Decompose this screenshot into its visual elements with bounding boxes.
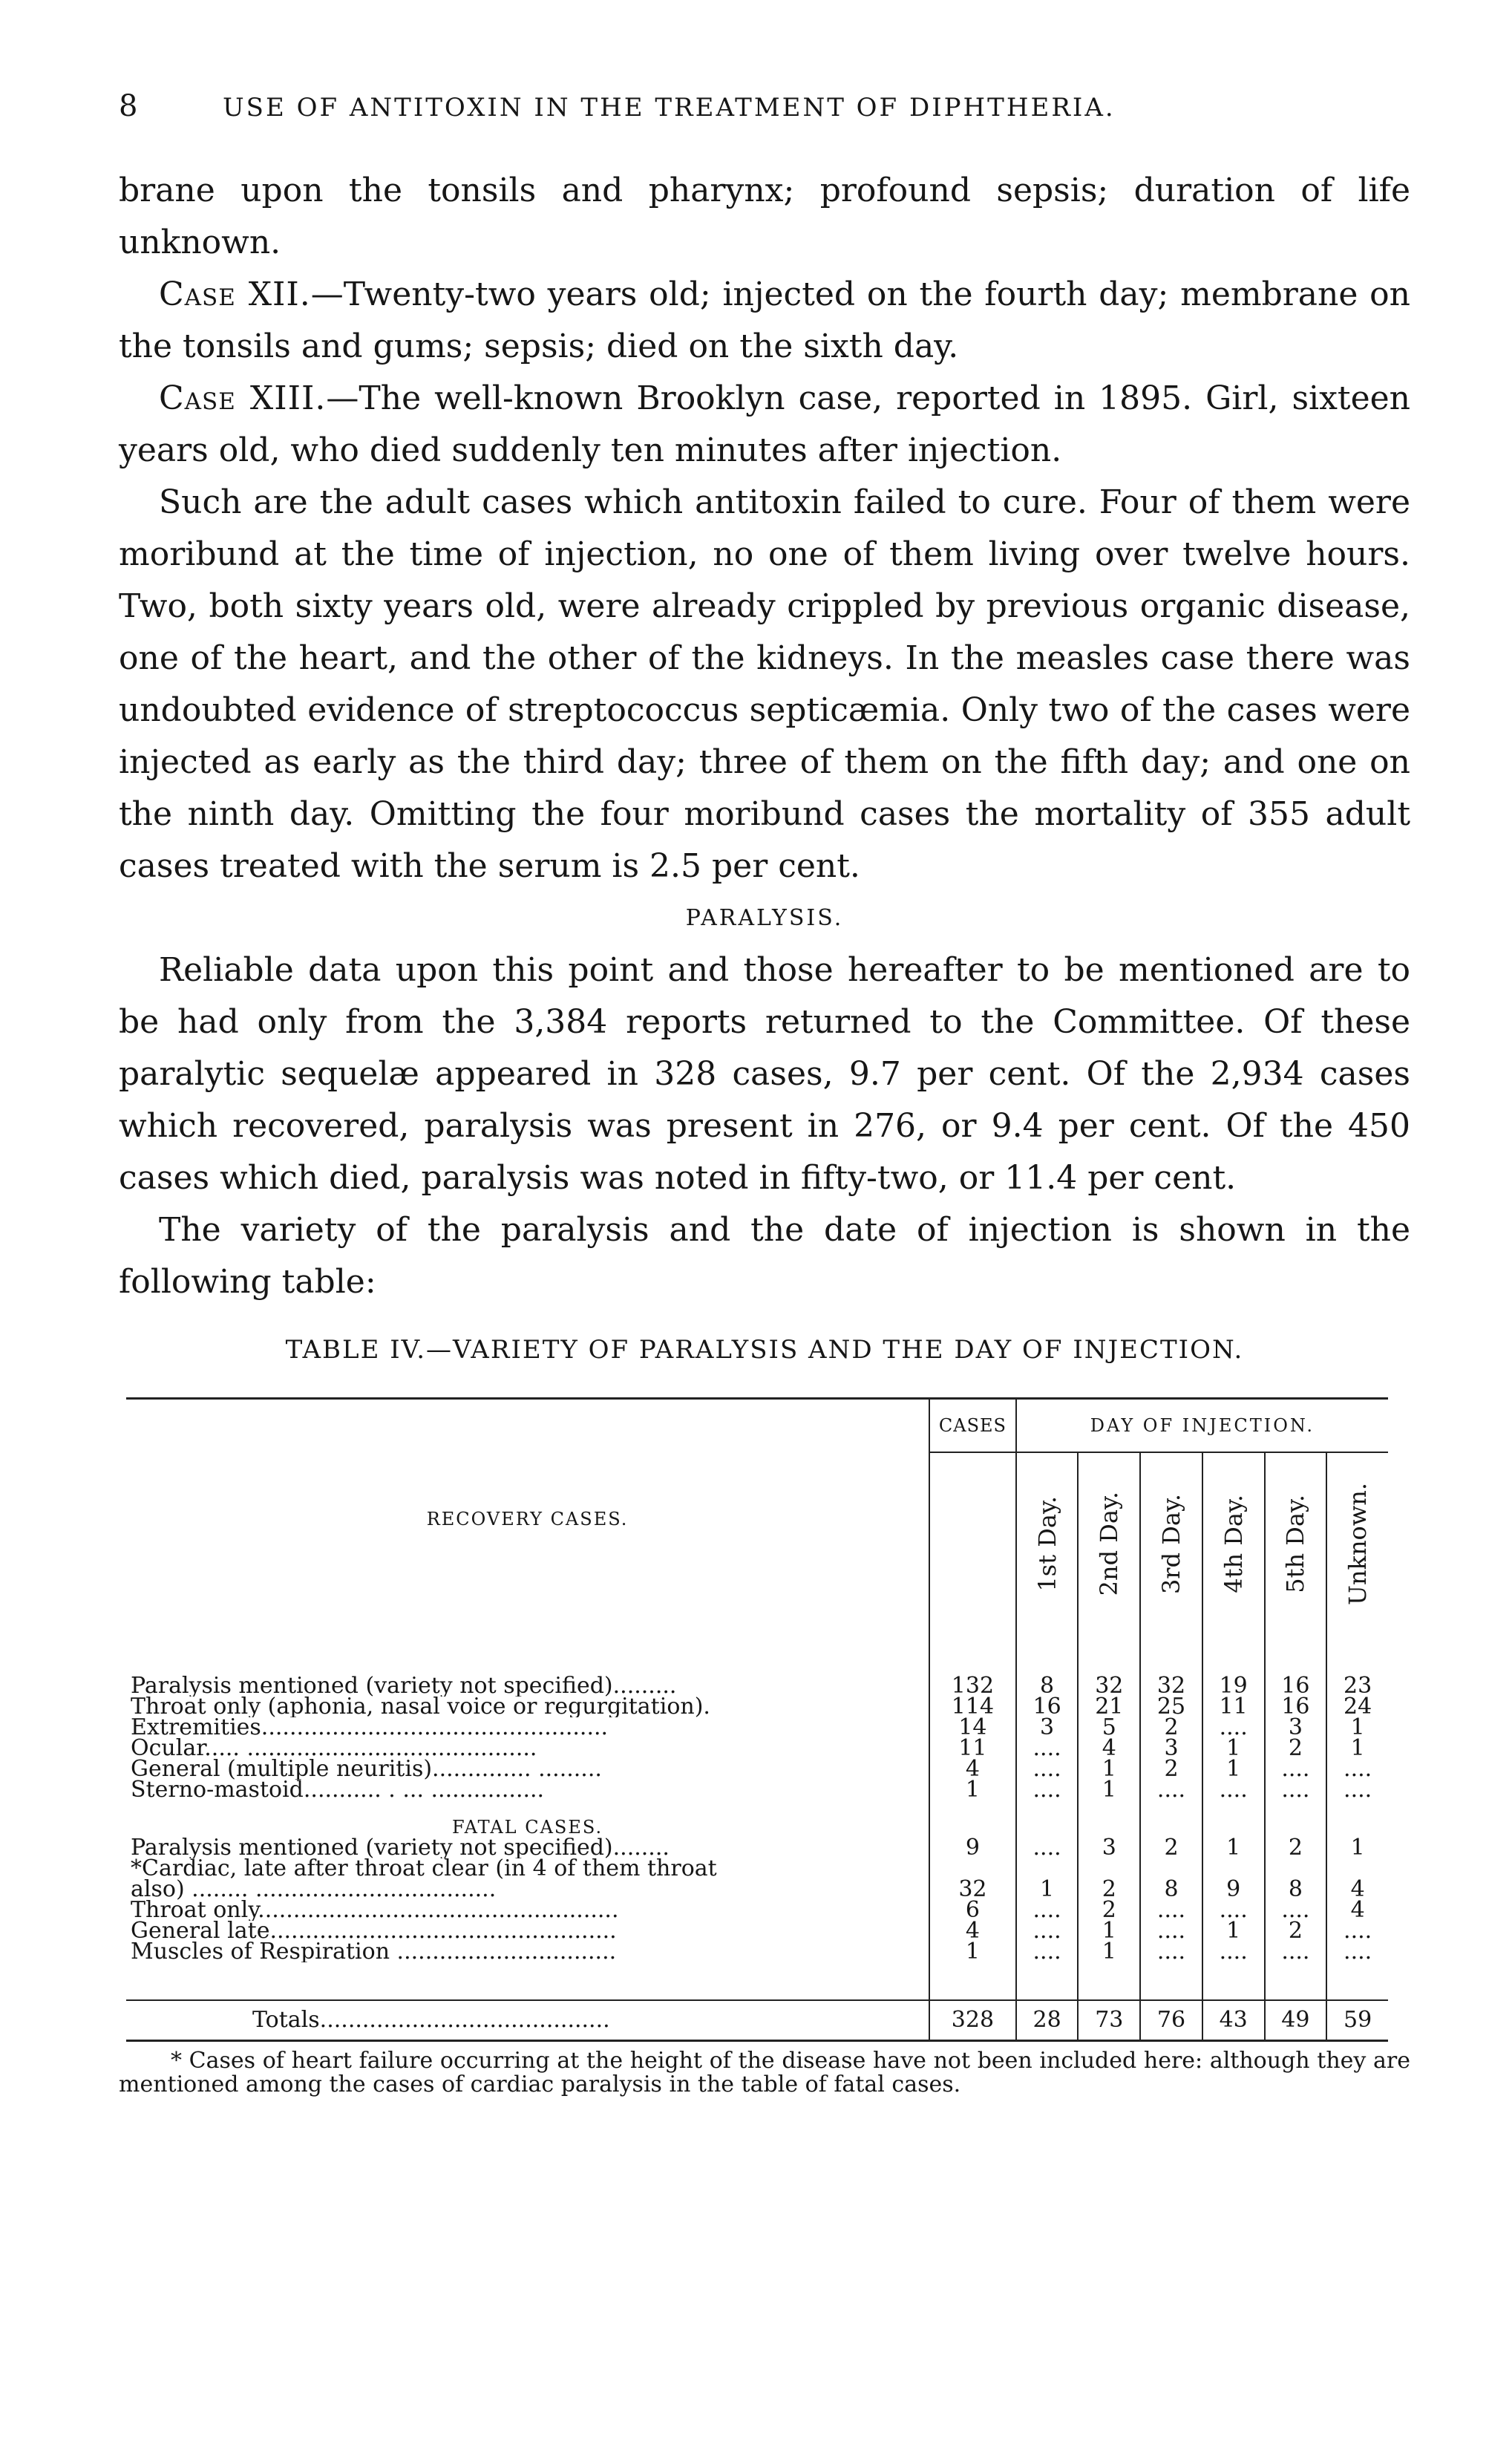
fatal-row [126,1921,1388,1942]
day-header-label: 4th Day. [1219,1495,1248,1593]
day-cell: 5 [1078,1717,1140,1738]
empty-cell [1016,1639,1079,1676]
row-label: Extremities................................................. [126,1717,929,1738]
day-cell: .... [1016,1738,1079,1759]
row-label: Muscles of Respiration ............................... [126,1942,929,1962]
day-cell: 3 [1078,1838,1140,1858]
empty-cell [929,1962,1016,2000]
day-cell: 3 [1265,1717,1327,1738]
row-label: Throat only (aphonia, nasal voice or regurgitation). [126,1697,929,1717]
day-cell: .... [1016,1921,1079,1942]
group-heading [126,1639,929,1676]
day-cell: .... [1202,1780,1265,1800]
case-xiii-paragraph [119,373,1410,477]
row-label: General (multiple neuritis).............. ......... [126,1759,929,1780]
day-cell: 2 [1140,1717,1202,1738]
day-cell: .... [1344,1756,1372,1782]
day-cell: 2 [1140,1759,1202,1780]
case-xiii-label: Case XIII. [159,379,327,417]
empty-cell [1078,1639,1140,1676]
day-cell: 3 [1016,1717,1079,1738]
spacer-row [126,1639,1388,1676]
day-cell: 32 [1078,1676,1140,1697]
day-cell: 11 [1202,1697,1265,1717]
row-label: *Cardiac, late after throat clear (in 4 of them throat [126,1858,929,1879]
fatal-row [126,1942,1388,1962]
row-label: Paralysis mentioned (variety not specified)........ [126,1838,929,1858]
day-cell: 2 [1265,1738,1327,1759]
day-cell: .... [1344,1918,1372,1944]
day-header-6 [1326,1452,1388,1639]
day-cell: 3 [1140,1738,1202,1759]
day-cell: 4 [1350,1876,1365,1902]
day-cell: 59 [1326,2000,1388,2041]
day-header-1 [1016,1452,1079,1639]
day-cell: 1 [1078,1780,1140,1800]
book-page [119,89,1410,2097]
day-cell: 1 [1078,1921,1140,1942]
cases-cell: 1 [929,1942,1016,1962]
table-intro-paragraph: The variety of the paralysis and the date of injection is shown in the following table: [119,1211,1410,1301]
empty-cell [1202,1962,1265,2000]
day-cell: .... [1140,1942,1202,1962]
cases-column-header: CASES [929,1399,1016,1453]
cases-cell: 11 [929,1738,1016,1759]
cases-cell: 328 [929,2000,1016,2041]
row-label: Sterno-mastoid........... . ... ................ [126,1780,929,1800]
recovery-row [126,1697,1388,1717]
day-header-label: 2nd Day. [1095,1492,1124,1596]
empty-cell [1078,1962,1140,2000]
row-label: Ocular..... ......................................... [126,1738,929,1759]
recovery-row [126,1717,1388,1738]
day-cell: 1 [1078,1942,1140,1962]
adult-cases-paragraph: Such are the adult cases which antitoxin failed to cure. Four of them were moribund at the time of injection, no one of them living over twelve hours. Two, both sixty years old, were already crippled by previous organic disease, one of the heart, and the other of the kidneys. In the measles case there was undoubted evidence of streptococcus septicæmia. Only two of the cases were injected as early as the third day; three of them on the fifth day; and one on the ninth day. Omitting the four moribund cases the mortality of 355 adult cases treated with the serum is 2.5 per cent. [119,483,1410,885]
cases-cell: 4 [929,1759,1016,1780]
day-cell: 4 [1350,1897,1365,1923]
spacer-row [126,1962,1388,2000]
empty-cell [929,1800,1016,1838]
day-cell: 1 [1078,1759,1140,1780]
cases-cell: 32 [929,1879,1016,1900]
day-cell: 1 [1202,1759,1265,1780]
day-cell: 2 [1078,1900,1140,1921]
day-cell: 16 [1016,1697,1079,1717]
case-xii-paragraph [119,269,1410,373]
row-label: also) ........ .................................. [126,1879,929,1900]
group-heading: FATAL CASES. [126,1800,929,1838]
day-header-4 [1202,1452,1265,1639]
recovery-row [126,1676,1388,1697]
day-header-3 [1140,1452,1202,1639]
cases-cell: 9 [929,1838,1016,1858]
day-cell: .... [1016,1942,1079,1962]
empty-cell [1265,1800,1327,1838]
fatal-row [126,1879,1388,1900]
running-head [119,89,1410,123]
day-cell: 4 [1078,1738,1140,1759]
day-header-5 [1265,1452,1327,1639]
day-cell: 1 [1202,1738,1265,1759]
day-cell: .... [1140,1921,1202,1942]
empty-cell [1265,1639,1327,1676]
empty-cell [1326,1639,1388,1676]
empty-cell [1016,1962,1079,2000]
empty-cell [1202,1800,1265,1838]
day-cell: .... [1016,1900,1079,1921]
day-cell: 25 [1140,1697,1202,1717]
recovery-row [126,1780,1388,1800]
day-cell: 23 [1344,1673,1372,1699]
totals-row [126,2000,1388,2041]
day-cell: 49 [1265,2000,1327,2041]
day-cell: .... [1202,1900,1265,1921]
day-cell: 1 [1350,1835,1365,1861]
body-text [119,165,1410,1308]
empty-cell [1326,1962,1388,2000]
day-cell: 19 [1202,1676,1265,1697]
day-cell: 2 [1140,1838,1202,1858]
row-label: General late................................................. [126,1921,929,1942]
day-cell: 2 [1265,1921,1327,1942]
fatal-cases-heading-row [126,1800,1388,1838]
day-cell: 1 [1016,1879,1079,1900]
empty-cell [1140,1639,1202,1676]
paragraph-continuation: brane upon the tonsils and pharynx; profound sepsis; duration of life unknown. [119,172,1410,261]
day-cell: .... [1265,1942,1327,1962]
cases-header-blank [929,1452,1016,1639]
empty-cell [1016,1800,1079,1838]
row-label: Throat only................................................... [126,1900,929,1921]
day-cell: 1 [1350,1714,1365,1740]
day-cell: .... [1265,1780,1327,1800]
table-caption: TABLE IV.—VARIETY OF PARALYSIS AND THE DAY OF INJECTION. [285,1335,1244,1365]
day-cell: 2 [1078,1879,1140,1900]
day-cell: .... [1344,1939,1372,1965]
empty-cell [929,1639,1016,1676]
cases-cell: 1 [929,1780,1016,1800]
recovery-row [126,1738,1388,1759]
day-cell: 2 [1265,1838,1327,1858]
case-xii-label: Case XII. [159,275,311,313]
fatal-row [126,1858,1388,1879]
day-header-label: 3rd Day. [1156,1493,1185,1595]
paralysis-table [126,1397,1388,2042]
day-cell: 73 [1078,2000,1140,2041]
empty-cell [1326,1800,1388,1838]
paralysis-paragraph: Reliable data upon this point and those hereafter to be mentioned are to be had only from the 3,384 reports returned to the Committee. Of these paralytic sequelæ appeared in 328 cases, 9.7 per cent. Of the 2,934 cases which recovered, paralysis was present in 276, or 9.4 per cent. Of the 450 cases which died, paralysis was noted in fifty-two, or 11.4 per cent. [119,951,1410,1197]
day-cell: 8 [1265,1879,1327,1900]
day-cell: 32 [1140,1676,1202,1697]
day-of-injection-header: DAY OF INJECTION. [1016,1399,1388,1453]
recovery-row [126,1759,1388,1780]
day-cell: 1 [1202,1838,1265,1858]
day-cell: 9 [1202,1879,1265,1900]
day-cell: .... [1016,1780,1079,1800]
empty-cell [1078,1800,1140,1838]
day-cell: 76 [1140,2000,1202,2041]
case-xii-text: —Twenty-two years old; injected on the fourth day; membrane on the tonsils and gums; sepsis; died on the sixth day. [119,275,1411,365]
day-cell: 8 [1016,1676,1079,1697]
empty-cell [1202,1639,1265,1676]
day-cell: 1 [1202,1921,1265,1942]
table-footnote [119,2049,1410,2097]
day-cell: 1 [1350,1735,1365,1761]
cases-cell: 4 [929,1921,1016,1942]
day-cell: 28 [1016,2000,1079,2041]
day-cell: .... [1265,1900,1327,1921]
cases-cell: 14 [929,1717,1016,1738]
cases-cell: 132 [929,1676,1016,1697]
day-header-label: 1st Day. [1032,1496,1061,1592]
cases-cell: 6 [929,1900,1016,1921]
day-header-label: Unknown. [1344,1482,1372,1605]
day-cell: 43 [1202,2000,1265,2041]
day-cell: .... [1016,1759,1079,1780]
group-heading [126,1962,929,2000]
day-cell: .... [1202,1717,1265,1738]
day-cell: 21 [1078,1697,1140,1717]
row-label: Paralysis mentioned (variety not specified)......... [126,1676,929,1697]
day-cell: .... [1202,1942,1265,1962]
empty-cell [1140,1800,1202,1838]
page-number: 8 [119,89,140,123]
day-cell: .... [1265,1759,1327,1780]
empty-cell [1265,1962,1327,2000]
day-cell: .... [1140,1780,1202,1800]
empty-cell [1140,1962,1202,2000]
day-cell: 24 [1344,1694,1372,1720]
day-header-2 [1078,1452,1140,1639]
table-header-row-1 [126,1399,1388,1453]
day-cell: 16 [1265,1697,1327,1717]
fatal-row [126,1900,1388,1921]
recovery-cases-heading: RECOVERY CASES. [126,1399,929,1639]
day-cell: .... [1344,1777,1372,1803]
cases-cell: 114 [929,1697,1016,1717]
day-cell: 16 [1265,1676,1327,1697]
running-title: USE OF ANTITOXIN IN THE TREATMENT OF DIPHTHERIA. [223,93,1116,123]
day-cell: .... [1140,1900,1202,1921]
footnote-text: * Cases of heart failure occurring at the height of the disease have not been included here: although they are mentioned among the cases of cardiac paralysis in the table of fatal cases. [119,2048,1410,2097]
day-header-label: 5th Day. [1281,1495,1310,1593]
section-heading: PARALYSIS. [685,905,844,931]
case-xiii-text: —The well-known Brooklyn case, reported in 1895. Girl, sixteen years old, who died suddenly ten minutes after injection. [119,379,1411,469]
day-cell: 8 [1140,1879,1202,1900]
row-label: Totals......................................... [126,2000,929,2041]
fatal-row [126,1838,1388,1858]
day-cell: .... [1016,1838,1079,1858]
